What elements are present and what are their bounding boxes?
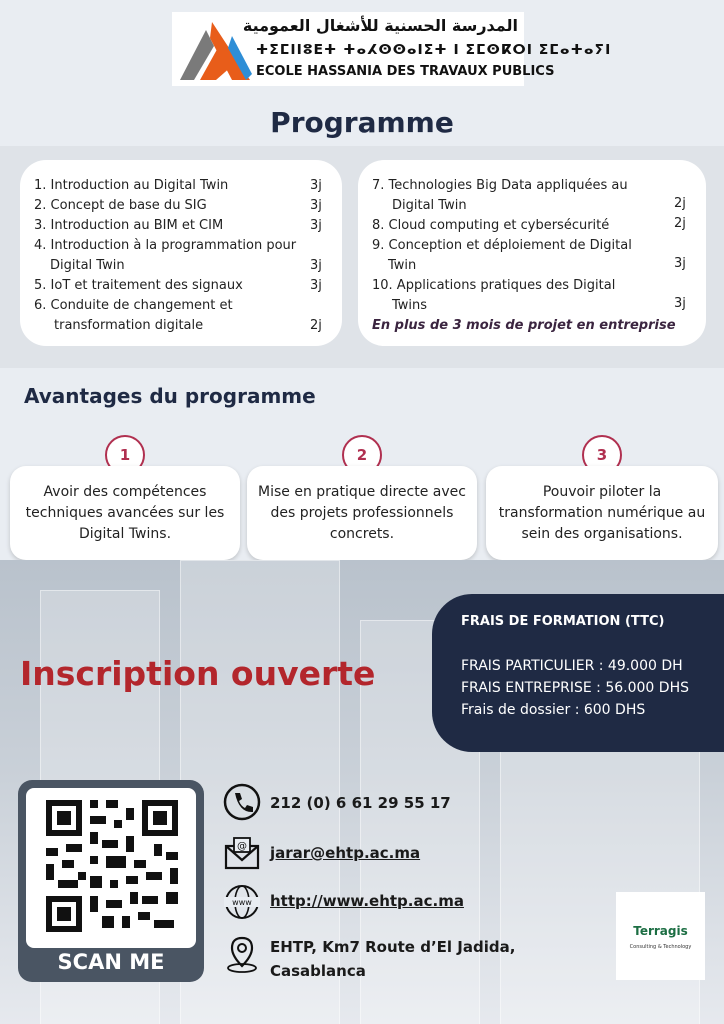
registration-headline: Inscription ouverte bbox=[20, 654, 376, 693]
contact-phone[interactable]: 212 (0) 6 61 29 55 17 bbox=[270, 794, 451, 812]
partner-tagline: Consulting & Technology bbox=[629, 944, 692, 950]
programme-item-cont: Twins bbox=[392, 298, 428, 313]
advantage-number: 1 bbox=[105, 435, 145, 475]
programme-duration: 2j bbox=[674, 196, 686, 211]
programme-duration: 2j bbox=[310, 318, 322, 333]
qr-label: SCAN ME bbox=[57, 950, 165, 974]
page-title: Programme bbox=[270, 106, 454, 139]
contact-email[interactable]: jarar@ehtp.ac.ma bbox=[270, 844, 421, 862]
programme-item-cont: Digital Twin bbox=[392, 198, 467, 213]
programme-duration: 3j bbox=[310, 178, 322, 193]
programme-duration: 2j bbox=[674, 216, 686, 231]
programme-item-cont: Digital Twin bbox=[50, 258, 125, 273]
website-globe-icon bbox=[222, 882, 262, 922]
qr-code-block[interactable] bbox=[18, 780, 204, 982]
contact-website[interactable]: http://www.ehtp.ac.ma bbox=[270, 892, 464, 910]
partner-name: Terragis bbox=[633, 924, 688, 938]
advantage-number: 3 bbox=[582, 435, 622, 475]
fee-line: Frais de dossier : 600 DHS bbox=[461, 702, 646, 718]
programme-note: En plus de 3 mois de projet en entreprise bbox=[372, 318, 676, 333]
fee-line: FRAIS PARTICULIER : 49.000 DH bbox=[461, 658, 683, 674]
ehtp-logo bbox=[172, 12, 612, 86]
logo-french-name: ECOLE HASSANIA DES TRAVAUX PUBLICS bbox=[256, 64, 555, 79]
programme-duration: 3j bbox=[310, 258, 322, 273]
programme-duration: 3j bbox=[310, 278, 322, 293]
email-icon bbox=[222, 834, 262, 874]
terragis-logo bbox=[616, 892, 705, 980]
advantage-number: 2 bbox=[342, 435, 382, 475]
programme-item: 9. Conception et déploiement de Digital bbox=[372, 238, 632, 253]
advantage-card: Pouvoir piloter la transformation numérique au sein des organisations. bbox=[486, 466, 718, 560]
contact-address-line: EHTP, Km7 Route d’El Jadida, bbox=[270, 938, 516, 956]
fees-title: FRAIS DE FORMATION (TTC) bbox=[461, 614, 665, 629]
programme-item: 2. Concept de base du SIG bbox=[34, 198, 207, 213]
programme-duration: 3j bbox=[310, 218, 322, 233]
programme-card-right bbox=[358, 160, 706, 346]
advantage-card: Avoir des compétences techniques avancées sur les Digital Twins. bbox=[10, 466, 240, 560]
advantages-title: Avantages du programme bbox=[24, 384, 316, 408]
fee-line: FRAIS ENTREPRISE : 56.000 DHS bbox=[461, 680, 689, 696]
programme-item-cont: transformation digitale bbox=[54, 318, 204, 333]
svg-text:@: @ bbox=[237, 841, 247, 852]
programme-duration: 3j bbox=[310, 198, 322, 213]
programme-duration: 3j bbox=[674, 256, 686, 271]
contact-address-line: Casablanca bbox=[270, 962, 366, 980]
programme-card-left bbox=[20, 160, 342, 346]
programme-duration: 3j bbox=[674, 296, 686, 311]
programme-item: 6. Conduite de changement et bbox=[34, 298, 233, 313]
programme-item: 7. Technologies Big Data appliquées au bbox=[372, 178, 628, 193]
advantage-card: Mise en pratique directe avec des projets professionnels concrets. bbox=[247, 466, 477, 560]
programme-item: 10. Applications pratiques des Digital bbox=[372, 278, 616, 293]
svg-text:www: www bbox=[232, 898, 252, 907]
programme-item: 4. Introduction à la programmation pour bbox=[34, 238, 297, 253]
location-pin-icon bbox=[222, 934, 262, 974]
programme-item: 8. Cloud computing et cybersécurité bbox=[372, 218, 610, 233]
programme-item: 5. IoT et traitement des signaux bbox=[34, 278, 243, 293]
phone-icon bbox=[222, 782, 262, 822]
fees-panel bbox=[432, 594, 724, 752]
programme-item: 1. Introduction au Digital Twin bbox=[34, 178, 229, 193]
programme-item: 3. Introduction au BIM et CIM bbox=[34, 218, 224, 233]
qr-code-icon bbox=[26, 788, 196, 948]
programme-item-cont: Twin bbox=[388, 258, 417, 273]
logo-arabic-name: المدرسة الحسنية للأشغال العمومية bbox=[242, 16, 518, 35]
logo-tifinagh-name: ⵜⵉⵎⵏⵏⵓⴹⵜ ⵜⴰⵃⵙⵙⴰⵏⵉⵜ ⵏ ⵉⵎⵙⴽⵔⵏ ⵉⵎⴰⵜⴰⵢⵏ bbox=[256, 42, 612, 58]
